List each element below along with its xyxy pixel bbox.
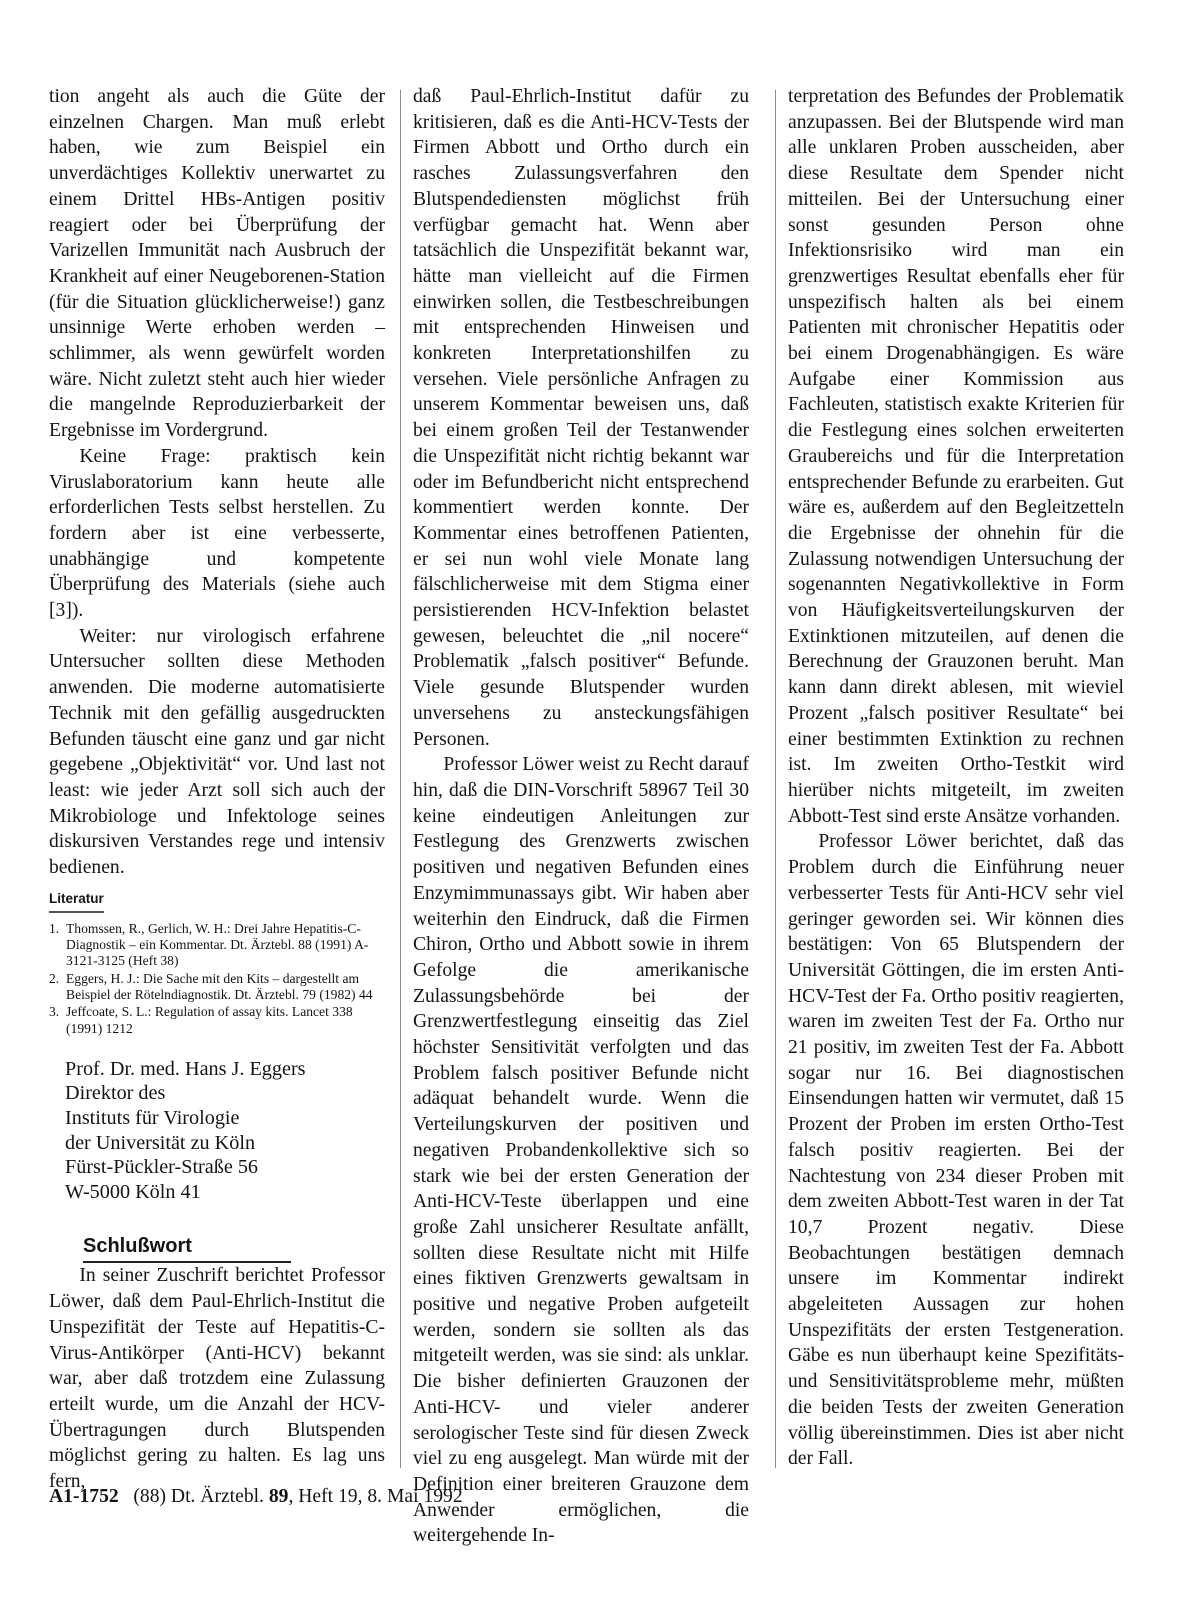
literature-heading: Literatur (49, 891, 104, 913)
address-line: Instituts für Virologie (65, 1107, 240, 1130)
body-paragraph: Professor Löwer berichtet, daß das Problem durch die Einführung neuer verbesserter Tests für Anti-HCV sehr viel geringer geworden sei. Wir können dies bestätigen: Von 65 Blutspendern der Universität Göttingen, die im ersten Anti-HCV-Test der Fa. Ortho positiv reagierten, waren im zweiten Test der Fa. Ortho nur 21 positiv, im zweiten Test der Fa. Abbott sogar nur 16. Bei diagnostischen Einsendungen hatten wir vermutet, daß 15 Prozent der Proben im ersten Ortho-Test falsch positiv reagierten. Bei der Nachtestung von 234 dieser Proben mit dem zweiten Abbott-Test waren in der Tat 10,7 Prozent negativ. Diese Beobachtungen bestätigen demnach unsere im Kommentar indirekt abgeleiteten Aussagen zur hohen Unspezifitäts der ersten Testgeneration. Gäbe es nun überhaupt keine Spezifitäts- und Sensitivitätsprobleme mehr, müßten die beiden Tests der zweiten Generation völlig übereinstimmen. Dies ist aber nicht der Fall. (788, 831, 1124, 1470)
column-divider (775, 90, 776, 1468)
reference-number: 2. (49, 970, 60, 986)
column-divider (400, 90, 401, 1468)
reference-item (49, 971, 385, 1004)
column-3 (788, 84, 1124, 1472)
section-heading: Schlußwort (83, 1235, 192, 1258)
body-paragraph: Weiter: nur virologisch erfahrene Untersucher sollten diese Methoden anwenden. Die moderne automatisierte Technik mit den gefällig ausgedruckten Befunden täuscht eine ganz und gar nicht gegebene „Objektivität“ vor. Und last not least: wie jeder Arzt soll sich auch der Mikrobiologe und Infektologe seines diskursiven Verstandes rege und intensiv bedienen. (49, 625, 385, 879)
reference-item (49, 1004, 385, 1037)
body-paragraph: Keine Frage: praktisch kein Viruslaboratorium kann heute alle erforderlichen Tests selbst herstellen. Zu fordern aber ist eine verbesserte, unabhängige und kompetente Überprüfung des Materials (siehe auch [3]). (49, 445, 385, 622)
reference-text: Thomssen, R., Gerlich, W. H.: Drei Jahre Hepatitis-C-Diagnostik – ein Kommentar. Dt. Ärztebl. 88 (1991) A-3121-3125 (Heft 38) (66, 920, 369, 969)
body-paragraph: In seiner Zuschrift berichtet Professor Löwer, daß dem Paul-Ehrlich-Institut die Unspezifität der Teste auf Hepatitis-C-Virus-Antikörper (Anti-HCV) bekannt war, aber daß trotzdem eine Zulassung erteilt wurde, um die Anzahl der HCV-Übertragungen durch Blutspenden möglichst gering zu halten. Es lag uns fern, (49, 1265, 385, 1493)
author-address (49, 1057, 385, 1205)
journal-volume: 89 (268, 1486, 289, 1507)
column-2 (413, 84, 749, 1549)
address-line: Prof. Dr. med. Hans J. Eggers (65, 1057, 306, 1080)
reference-number: 3. (49, 1004, 60, 1020)
page-footer (49, 1485, 463, 1509)
reference-list (49, 921, 385, 1037)
journal-citation: (88) Dt. Ärztebl. (133, 1486, 264, 1507)
reference-text: Eggers, H. J.: Die Sache mit den Kits – dargestellt am Beispiel der Rötelndiagnostik. Dt. Ärztebl. 79 (1982) 44 (66, 970, 373, 1002)
body-paragraph: daß Paul-Ehrlich-Institut dafür zu kritisieren, daß es die Anti-HCV-Tests der Firmen Abbott und Ortho durch ein rasches Zulassungsverfahren den Blutspendediensten möglichst früh verfügbar gemacht hat. Wenn aber tatsächlich die Unspezifität bekannt war, hätte man vielleicht auf die Firmen einwirken sollen, die Testbeschreibungen mit entsprechenden Hinweisen und konkreten Interpretationshilfen zu versehen. Viele persönliche Anfragen zu unserem Kommentar beweisen uns, daß bei einem großen Teil der Testanwender die Unspezifität nicht richtig bekannt war oder im Befundbericht nicht entsprechend kommentiert werden konnte. Der Kommentar eines betroffenen Patienten, er sei nun wohl viele Monate lang fälschlicherweise mit dem Stigma einer persistierenden HCV-Infektion belastet gewesen, beleuchtet die „nil nocere“ Problematik „falsch positiver“ Befunde. Viele gesunde Blutspender wurden unversehens zu ansteckungsfähigen Personen. (413, 86, 749, 750)
reference-item (49, 921, 385, 970)
body-paragraph: Professor Löwer weist zu Recht darauf hin, daß die DIN-Vorschrift 58967 Teil 30 keine eindeutigen Anleitungen zur Festlegung des Grenzwerts zwischen positiven und negativen Befunden eines Enzymimmunassays gibt. Wir haben aber weiterhin den Eindruck, daß die Firmen Chiron, Ortho und Abbott sowie in ihrem Gefolge die amerikanische Zulassungsbehörde bei der Grenzwertfestlegung einseitig das Ziel höchster Sensitivität verfolgten und das Problem falsch positiver Befunde nicht adäquat behandelt wurde. Wenn die Verteilungskurven der positiven und negativen Probandenkollektive sich so stark wie bei der ersten Generation der Anti-HCV-Teste überlappen und eine große Zahl unsicherer Resultate anfällt, sollten diese Resultate nicht mit Hilfe eines fiktiven Grenzwerts gewaltsam in positive und negative Proben aufgeteilt werden, sondern sie sollten als das mitgeteilt werden, was sie sind: als unklar. Die bisher definierten Grauzonen der Anti-HCV- und vieler anderer serologischer Teste sind für diesen Zweck viel zu eng ausgelegt. Man würde mit der Definition einer breiteren Grauzone dem Anwender ermöglichen, die weitergehende In- (413, 754, 749, 1547)
reference-text: Jeffcoate, S. L.: Regulation of assay kits. Lancet 338 (1991) 1212 (66, 1004, 353, 1036)
issue-date: , Heft 19, 8. Mai 1992 (288, 1486, 463, 1507)
address-line: Fürst-Pückler-Straße 56 (65, 1156, 259, 1179)
address-line: der Universität zu Köln (65, 1131, 256, 1154)
body-paragraph: terpretation des Befundes der Problematik anzupassen. Bei der Blutspende wird man alle unklaren Proben ausscheiden, aber diese Resultate dem Spender nicht mitteilen. Bei der Untersuchung einer sonst gesunden Person ohne Infektionsrisiko wird man ein grenzwertiges Resultat ebenfalls eher für unspezifisch halten als bei einem Patienten mit chronischer Hepatitis oder bei einem Drogenabhängigen. Es wäre Aufgabe einer Kommission aus Fachleuten, statistisch exakte Kriterien für die Festlegung eines solchen erweiterten Graubereichs und für die Interpretation entsprechender Befunde zu erarbeiten. Gut wäre es, außerdem auf den Begleitzetteln die Ergebnisse der ohnehin für die Zulassung notwendigen Untersuchung der sogenannten Negativkollektive in Form von Häufigkeitsverteilungskurven der Extinktionen mitzuteilen, auf denen die Berechnung der Grauzonen beruht. Man kann dann direkt ablesen, mit wieviel Prozent „falsch positiver Resultate“ bei einer bestimmten Extinktion zu rechnen ist. Im zweiten Ortho-Testkit wird hierüber nichts mitgeteilt, im zweiten Abbott-Test sind erste Ansätze vorhanden. (788, 86, 1124, 827)
reference-number: 1. (49, 920, 60, 936)
column-1 (49, 84, 385, 1495)
address-line: W-5000 Köln 41 (65, 1180, 201, 1203)
address-line: Direktor des (65, 1082, 166, 1105)
body-paragraph: tion angeht als auch die Güte der einzelnen Chargen. Man muß erlebt haben, wie zum Beispiel ein unverdächtiges Kollektiv unerwartet zu einem Drittel HBs-Antigen positiv reagiert oder bei Überprüfung der Varizellen Immunität nach Ausbruch der Krankheit auf einer Neugeborenen-Station (für die Situation glücklicherweise!) ganz unsinnige Werte erhoben werden – schlimmer, als wenn gewürfelt worden wäre. Nicht zuletzt steht auch hier wieder die mangelnde Reproduzierbarkeit der Ergebnisse im Vordergrund. (49, 86, 385, 442)
page-number: A1-1752 (49, 1486, 119, 1507)
